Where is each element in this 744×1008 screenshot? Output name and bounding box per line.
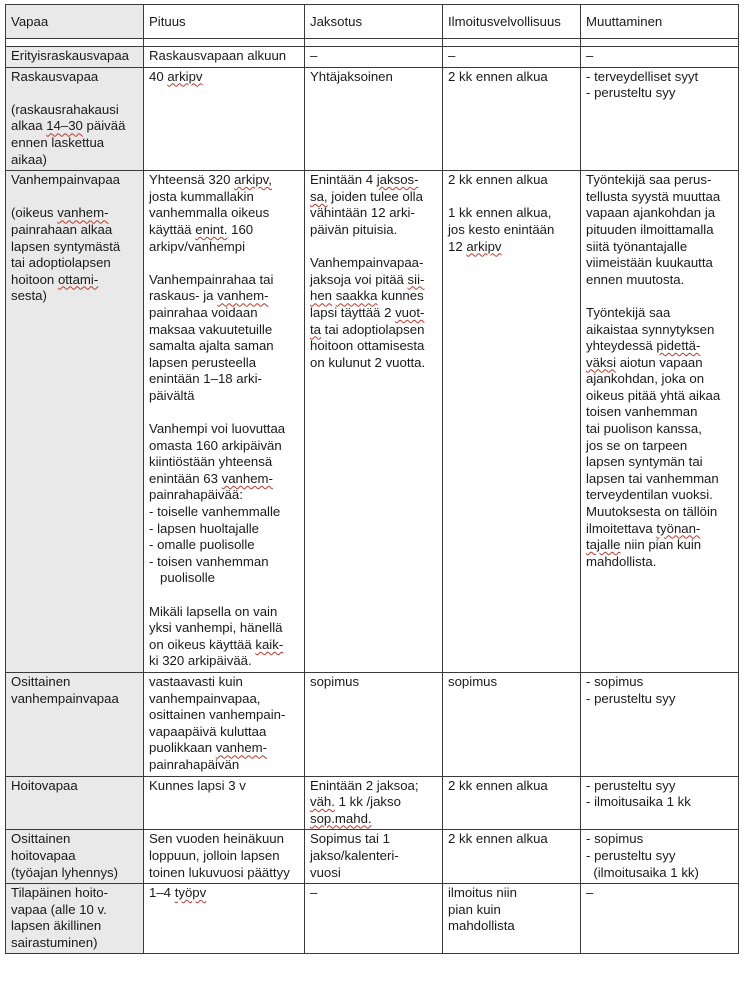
cell-line: siitä työnantajalle: [586, 238, 688, 254]
cell-line: Kunnes lapsi 3 v: [149, 777, 246, 793]
cell-line: ennen muutosta.: [586, 271, 685, 287]
cell-vapaa: [6, 884, 144, 954]
gap-cell: [305, 39, 443, 47]
cell-line: Sen vuoden heinäkuun: [149, 831, 284, 847]
cell-line: - sopimus: [586, 831, 644, 847]
cell-line: Työntekijä saa perus-: [586, 172, 712, 188]
cell-line: yhteydessä pidettä-: [586, 338, 701, 354]
gap-cell: [443, 39, 581, 47]
cell-line: ilmoitus niin: [448, 885, 517, 901]
cell-pituus: [144, 884, 305, 954]
cell-line: - ilmoitusaika 1 kk: [586, 794, 691, 810]
cell-line: 12 arkipv: [448, 238, 502, 254]
cell-line: Sopimus tai 1: [310, 831, 390, 847]
gap-cell: [581, 39, 739, 47]
cell-jaksotus: [305, 171, 443, 673]
header-ilmoitusvelvollisuus: Ilmoitusvelvollisuus: [443, 5, 581, 39]
cell-ilmoitusvelvollisuus: [443, 884, 581, 954]
cell-line: (raskausrahakausi: [11, 101, 119, 117]
cell-line: tellusta syystä muuttaa: [586, 188, 721, 204]
cell-line: (oikeus vanhem-: [11, 205, 109, 221]
cell-vapaa: [6, 67, 144, 171]
cell-line: jaksoja voi pitää sii-: [310, 271, 425, 287]
cell-pituus: [144, 776, 305, 830]
cell-line: painrahaan alkaa: [11, 221, 113, 237]
cell-line: raskaus- ja vanhem-: [149, 288, 269, 304]
cell-line: 1–4 työpv: [149, 885, 207, 901]
cell-ilmoitusvelvollisuus: [443, 67, 581, 171]
cell-line: puolisolle: [160, 570, 215, 586]
leave-table-body: [6, 5, 739, 954]
cell-line: hoitoon ottamisesta: [310, 338, 425, 354]
cell-line: 1 kk ennen alkua,: [448, 205, 552, 221]
cell-line: vuosi: [310, 864, 341, 880]
cell-line: sopimus: [310, 673, 360, 689]
leave-table: [5, 4, 739, 954]
cell-jaksotus: [305, 47, 443, 68]
cell-line: viimeistään kuukautta: [586, 255, 713, 271]
row-vanhempainvapaa: [6, 171, 739, 673]
cell-line: josta kummallakin: [149, 188, 254, 204]
cell-line: Yhtäjaksoinen: [310, 68, 393, 84]
cell-muuttaminen: [581, 776, 739, 830]
cell-line: loppuun, jolloin lapsen: [149, 847, 280, 863]
row-tilapainen-hoitovapaa: [6, 884, 739, 954]
cell-line: –: [310, 48, 318, 63]
cell-line: Muutoksesta on tällöin: [586, 504, 718, 520]
header-gap: [6, 39, 739, 47]
cell-line: tajalle niin pian kuin: [586, 537, 702, 553]
cell-line: - perusteltu syy: [586, 847, 676, 863]
cell-line: Enintään 2 jaksoa;: [310, 777, 419, 793]
cell-line: samalta ajalta saman: [149, 338, 274, 354]
cell-line: aikaistaa synnytyksen: [586, 321, 715, 337]
cell-vapaa: [6, 171, 144, 673]
cell-line: vapaapäivä kuluttaa: [149, 723, 267, 739]
cell-line: sairastuminen): [11, 934, 98, 950]
blank-line: [149, 587, 299, 604]
row-osittainen-vanhempainvapaa: [6, 672, 739, 776]
cell-vapaa: [6, 47, 144, 68]
cell-line: 2 kk ennen alkua: [448, 172, 548, 188]
cell-line: maksaa vakuutetuille: [149, 321, 273, 337]
cell-ilmoitusvelvollisuus: [443, 776, 581, 830]
cell-line: mahdollista: [448, 918, 515, 934]
cell-line: sa, joiden tulee olla: [310, 188, 423, 204]
cell-line: jos kesto enintään: [448, 221, 555, 237]
cell-line: toisen vanhemman: [586, 404, 698, 420]
cell-line: ki 320 arkipäivää.: [149, 653, 252, 669]
cell-line: kiintiöstään yhteensä: [149, 454, 273, 470]
cell-line: päivän pituisia.: [310, 221, 398, 237]
cell-line: päivältä: [149, 387, 195, 403]
cell-line: ilmoitettava työnan-: [586, 520, 701, 536]
cell-line: - perusteltu syy: [586, 690, 676, 706]
cell-line: Yhteensä 320 arkipv,: [149, 172, 272, 188]
gap-cell: [6, 39, 144, 47]
gap-cell: [144, 39, 305, 47]
row-osittainen-hoitovapaa: [6, 830, 739, 884]
cell-line: –: [586, 48, 594, 63]
cell-line: Tilapäinen hoito-: [11, 885, 109, 901]
blank-line: [149, 404, 299, 421]
cell-line: jakso/kalenteri-: [310, 847, 399, 863]
blank-line: [310, 239, 437, 256]
cell-pituus: [144, 830, 305, 884]
cell-line: lapsi täyttää 2 vuot-: [310, 304, 425, 320]
cell-line: vanhemmalla oikeus: [149, 205, 270, 221]
cell-line: sopimus: [448, 673, 498, 689]
cell-line: Hoitovapaa: [11, 777, 78, 793]
header-muuttaminen: Muuttaminen: [581, 5, 739, 39]
blank-line: [149, 255, 299, 272]
cell-line: - perusteltu syy: [586, 777, 676, 793]
cell-line: hoitovapaa: [11, 847, 76, 863]
cell-line: Työntekijä saa: [586, 304, 671, 320]
cell-pituus: [144, 171, 305, 673]
cell-line: arkipv/vanhempi: [149, 238, 246, 254]
cell-line: Vanhempainrahaa tai: [149, 271, 274, 287]
cell-line: aikaa): [11, 151, 47, 167]
header-jaksotus: Jaksotus: [305, 5, 443, 39]
cell-line: sesta): [11, 288, 47, 304]
cell-jaksotus: [305, 884, 443, 954]
cell-line: Raskausvapaa: [11, 68, 99, 84]
cell-line: (työajan lyhennys): [11, 864, 119, 880]
cell-muuttaminen: [581, 67, 739, 171]
cell-line: on oikeus käyttää kaik-: [149, 636, 284, 652]
row-erityisraskausvapaa: [6, 47, 739, 68]
cell-line: enintään 1–18 arki-: [149, 371, 262, 387]
cell-ilmoitusvelvollisuus: [443, 47, 581, 68]
cell-line: lapsen syntymästä: [11, 238, 121, 254]
cell-line: mahdollista.: [586, 553, 657, 569]
cell-line: 2 kk ennen alkua: [448, 777, 548, 793]
cell-line: painrahapäivän: [149, 756, 240, 772]
cell-line: –: [448, 48, 456, 63]
cell-line: Vanhempainvapaa: [11, 172, 121, 188]
cell-line: lapsen äkillinen: [11, 918, 102, 934]
cell-line: - perusteltu syy: [586, 85, 676, 101]
cell-line: Osittainen: [11, 673, 71, 689]
cell-jaksotus: [305, 672, 443, 776]
cell-line: käyttää enint. 160: [149, 221, 254, 237]
cell-line: pian kuin: [448, 901, 501, 917]
cell-pituus: [144, 672, 305, 776]
cell-line: - toiselle vanhemmalle: [149, 504, 281, 520]
cell-line: hen saakka kunnes: [310, 288, 424, 304]
cell-line: jos se on tarpeen: [586, 437, 688, 453]
cell-line: 40 arkipv: [149, 68, 203, 84]
cell-line: oikeus pitää yhtä aikaa: [586, 387, 721, 403]
cell-line: (ilmoitusaika 1 kk): [593, 864, 699, 880]
cell-line: väksi aiotun vapaan: [586, 354, 703, 370]
row-raskausvapaa: [6, 67, 739, 171]
cell-line: lapsen tai vanhemman: [586, 470, 719, 486]
cell-line: puolikkaan vanhem-: [149, 740, 268, 756]
cell-line: Vanhempi voi luovuttaa: [149, 421, 286, 437]
cell-line: yksi vanhempi, hänellä: [149, 620, 283, 636]
cell-line: alkaa 14–30 päivää: [11, 118, 126, 134]
header-row: [6, 5, 739, 39]
cell-line: - lapsen huoltajalle: [149, 520, 260, 536]
cell-line: –: [586, 885, 594, 901]
cell-vapaa: [6, 776, 144, 830]
cell-ilmoitusvelvollisuus: [443, 171, 581, 673]
cell-line: vanhempainvapaa,: [149, 690, 261, 706]
blank-line: [448, 189, 575, 206]
cell-line: - toisen vanhemman: [149, 553, 269, 569]
cell-line: vähintään 12 arki-: [310, 205, 415, 221]
cell-line: painrahaa voidaan: [149, 304, 258, 320]
cell-muuttaminen: [581, 171, 739, 673]
cell-ilmoitusvelvollisuus: [443, 672, 581, 776]
cell-muuttaminen: [581, 47, 739, 68]
cell-line: lapsen perusteella: [149, 354, 257, 370]
cell-line: ta tai adoptiolapsen: [310, 321, 425, 337]
cell-line: - terveydelliset syyt: [586, 68, 699, 84]
blank-line: [586, 288, 733, 305]
cell-muuttaminen: [581, 830, 739, 884]
cell-line: - omalle puolisolle: [149, 537, 255, 553]
cell-line: osittainen vanhempain-: [149, 707, 286, 723]
cell-vapaa: [6, 830, 144, 884]
cell-line: painrahapäivää:: [149, 487, 243, 503]
row-hoitovapaa: [6, 776, 739, 830]
blank-line: [11, 189, 138, 206]
cell-line: terveydentilan vuoksi.: [586, 487, 713, 503]
cell-line: tai adoptiolapsen: [11, 255, 111, 271]
cell-jaksotus: [305, 776, 443, 830]
cell-line: on kulunut 2 vuotta.: [310, 354, 426, 370]
cell-line: Osittainen: [11, 831, 71, 847]
cell-line: Raskausvapaan alkuun: [149, 48, 287, 63]
cell-line: lapsen syntymän tai: [586, 454, 703, 470]
cell-line: Mikäli lapsella on vain: [149, 603, 278, 619]
cell-line: vapaa (alle 10 v.: [11, 901, 107, 917]
cell-line: hoitoon ottami-: [11, 271, 99, 287]
cell-line: - sopimus: [586, 673, 644, 689]
cell-line: –: [310, 885, 318, 901]
blank-line: [11, 85, 138, 102]
cell-line: toinen lukuvuosi päättyy: [149, 864, 290, 880]
cell-line: 2 kk ennen alkua: [448, 831, 548, 847]
cell-line: vapaan ajankohdan ja: [586, 205, 716, 221]
cell-line: enintään 63 vanhem-: [149, 470, 273, 486]
cell-pituus: [144, 67, 305, 171]
cell-line: tai puolison kanssa,: [586, 421, 702, 437]
header-pituus: Pituus: [144, 5, 305, 39]
cell-ilmoitusvelvollisuus: [443, 830, 581, 884]
cell-line: ennen laskettua: [11, 134, 105, 150]
cell-muuttaminen: [581, 672, 739, 776]
cell-jaksotus: [305, 67, 443, 171]
cell-line: Vanhempainvapaa-: [310, 255, 424, 271]
cell-pituus: [144, 47, 305, 68]
cell-jaksotus: [305, 830, 443, 884]
cell-line: vanhempainvapaa: [11, 690, 119, 706]
cell-line: Enintään 4 jaksos-: [310, 172, 419, 188]
cell-muuttaminen: [581, 884, 739, 954]
header-vapaa: Vapaa: [6, 5, 144, 39]
cell-line: omasta 160 arkipäivän: [149, 437, 282, 453]
cell-line: pituuden ilmoittamalla: [586, 221, 714, 237]
cell-line: väh. 1 kk /jakso: [310, 794, 401, 810]
cell-line: vastaavasti kuin: [149, 673, 243, 689]
cell-line: Erityisraskausvapaa: [11, 48, 130, 63]
cell-line: 2 kk ennen alkua: [448, 68, 548, 84]
cell-line: sop.mahd.: [310, 810, 372, 826]
cell-line: ajankohdan, joka on: [586, 371, 705, 387]
cell-vapaa: [6, 672, 144, 776]
